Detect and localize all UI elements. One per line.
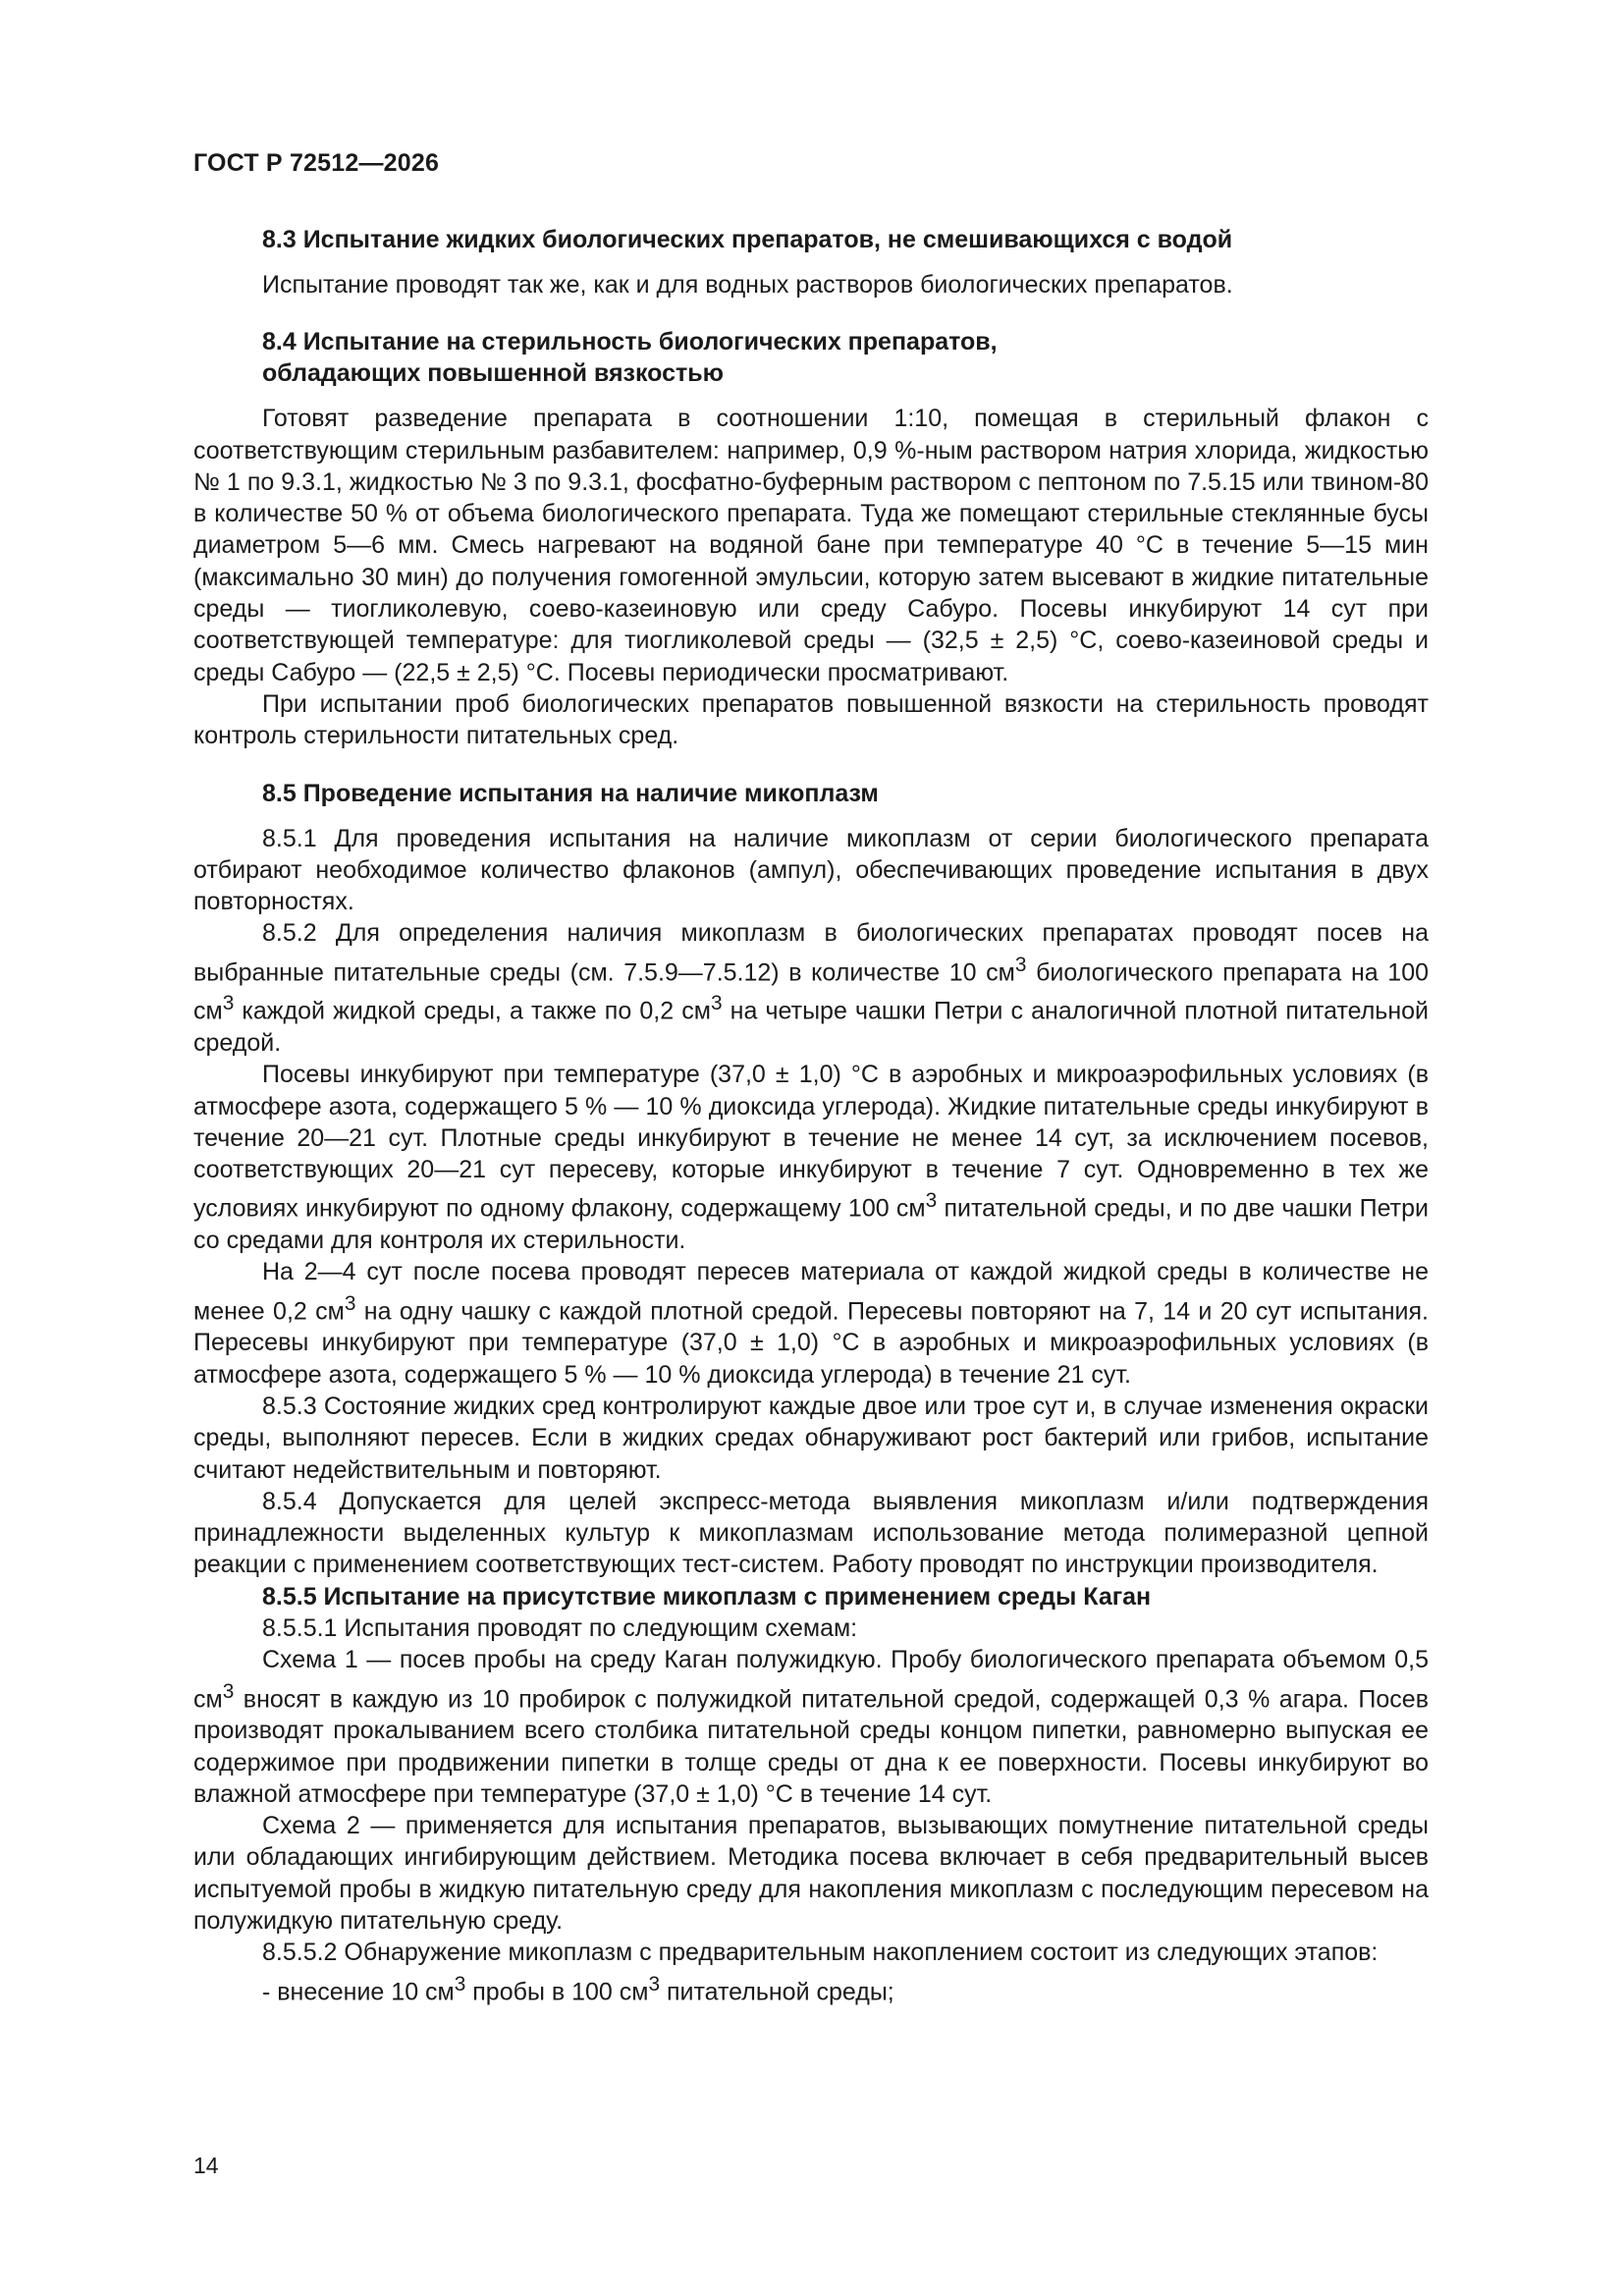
- scheme-1: [193, 1644, 1429, 1810]
- superscript: 3: [344, 1291, 356, 1315]
- scheme-1-text-a: Схема 1 — посев пробы на среду Каган полужидкую. Пробу биологического препарата объемом 0,5 см: [193, 1646, 1429, 1713]
- superscript: 3: [648, 1972, 661, 1995]
- clause-8-5-2-text-a: 8.5.2 Для определения наличия микоплазм в биологических препаратах проводят посев на выбранные питательные среды (см. 7.5.9—7.5.12) в количестве 10 см: [193, 919, 1429, 987]
- clause-8-5-5-2: 8.5.5.2 Обнаружение микоплазм с предварительным накоплением состоит из следующих этапов:: [262, 1939, 1379, 1967]
- clause-8-5-2-incubation: [193, 1059, 1429, 1256]
- bullet-1-text-a: - внесение 10 см: [262, 1977, 455, 2005]
- section-8-5-heading: 8.5 Проведение испытания на наличие микоплазм: [262, 779, 879, 807]
- document-header: ГОСТ Р 72512—2026: [193, 149, 440, 177]
- superscript: 3: [222, 1679, 235, 1703]
- clause-8-5-2-incubation-text-a: Посевы инкубируют при температуре (37,0 ± 1,0) °С в аэробных и микроаэрофильных условиях (в атмосфере азота, содержащего 5 % — 10 % диоксида углерода). Жидкие питательные среды инкубируют в течение 20—21 сут. Плотные среды инкубируют в течение не менее 14 сут, за исключением посевов, соответствующих 20—21 сут пересеву, которые инкубируют в течение 7 сут. Одновременно в тех же условиях инкубируют по одному флакону, содержащему 100 см: [193, 1061, 1429, 1223]
- bullet-1-text-c: питательной среды;: [660, 1977, 894, 2005]
- scheme-1-text-b: вносят в каждую из 10 пробирок с полужидкой питательной средой, содержащей 0,3 % агара. Посев производят прокалыванием всего столбика питательной среды концом пипетки, равномерно выпуская ее содержимое при продвижении пипетки в толще среды от дна к ее поверхности. Посевы инкубируют во влажной атмосфере при температуре (37,0 ± 1,0) °С в течение 14 сут.: [193, 1684, 1429, 1808]
- section-8-4-heading-line2: обладающих повышенной вязкостью: [262, 359, 724, 388]
- superscript: 3: [925, 1189, 938, 1213]
- section-8-4-heading: [193, 326, 1429, 389]
- clause-8-5-2-subculture: [193, 1256, 1429, 1391]
- clause-8-5-2-text-d: на четыре чашки Петри с аналогичной плотной питательной средой.: [193, 997, 1429, 1057]
- clause-8-5-2-subculture-text-b: на одну чашку с каждой плотной средой. Пересевы повторяют на 7, 14 и 20 сут испытания. Пересевы инкубируют при температуре (37,0 ± 1,0) °С в аэробных и микроаэрофильных условиях (в атмосфере азота, содержащего 5 % — 10 % диоксида углерода) в течение 21 сут.: [193, 1297, 1429, 1389]
- clause-8-5-1: 8.5.1 Для проведения испытания на наличие микоплазм от серии биологического препарата отбирают необходимое количество флаконов (ампул), обеспечивающих проведение испытания в двух повторностях.: [193, 824, 1429, 916]
- clause-8-5-4: 8.5.4 Допускается для целей экспресс-метода выявления микоплазм и/или подтверждения принадлежности выделенных культур к микоплазмам использование метода полимеразной цепной реакции с применением соответствующих тест-систем. Работу проводят по инструкции производителя.: [193, 1487, 1429, 1579]
- superscript: 3: [222, 992, 235, 1015]
- section-8-4-paragraph-1: Готовят разведение препарата в соотношении 1:10, помещая в стерильный флакон с соответствующим стерильным разбавителем: например, 0,9 %-ным раствором натрия хлорида, жидкостью № 1 по 9.3.1, жидкостью № 3 по 9.3.1, фосфатно-буферным раствором с пептоном по 7.5.15 или твином-80 в количестве 50 % от объема биологического препарата. Туда же помещают стерильные стеклянные бусы диаметром 5—6 мм. Смесь нагревают на водяной бане при температуре 40 °С в течение 5—15 мин (максимально 30 мин) до получения гомогенной эмульсии, которую затем высевают в жидкие питательные среды — тиогликолевую, соево-казеиновую или среду Сабуро. Посевы инкубируют 14 сут при соответствующей температуре: для тиогликолевой среды — (32,5 ± 2,5) °С, соево-казеиновой среды и среды Сабуро — (22,5 ± 2,5) °С. Посевы периодически просматривают.: [193, 405, 1429, 686]
- bullet-1-text-b: пробы в 100 см: [465, 1977, 649, 2005]
- superscript: 3: [710, 992, 723, 1015]
- superscript: 3: [1014, 953, 1027, 976]
- clause-8-5-5-1: 8.5.5.1 Испытания проводят по следующим схемам:: [262, 1614, 858, 1642]
- section-8-4-heading-line1: 8.4 Испытание на стерильность биологических препаратов,: [262, 328, 998, 356]
- section-8-3-paragraph: Испытание проводят так же, как и для водных растворов биологических препаратов.: [262, 271, 1233, 299]
- superscript: 3: [454, 1972, 466, 1995]
- clause-8-5-2-incubation-text-b: питательной среды, и по две чашки Петри со средами для контроля их стерильности.: [193, 1194, 1429, 1255]
- clause-8-5-2-subculture-text-a: На 2—4 сут после посева проводят пересев материала от каждой жидкой среды в количестве не менее 0,2 см: [193, 1258, 1429, 1326]
- section-8-3-heading: 8.3 Испытание жидких биологических препаратов, не смешивающихся с водой: [262, 226, 1233, 253]
- scheme-2: Схема 2 — применяется для испытания препаратов, вызывающих помутнение питательной среды или обладающих ингибирующим действием. Методика посева включает в себя предварительный высев испытуемой пробы в жидкую питательную среду для накопления микоплазм с последующим пересевом на полужидкую питательную среду.: [193, 1812, 1429, 1935]
- clause-8-5-2-text-c: каждой жидкой среды, а также по 0,2 см: [234, 997, 711, 1025]
- clause-8-5-5-heading: 8.5.5 Испытание на присутствие микоплазм с применением среды Каган: [262, 1582, 1152, 1611]
- clause-8-5-3: 8.5.3 Состояние жидких сред контролируют каждые двое или трое сут и, в случае изменения окраски среды, выполняют пересев. Если в жидких средах обнаруживают рост бактерий или грибов, испытание считают недействительным и повторяют.: [193, 1392, 1429, 1484]
- document-body: [193, 224, 1429, 2007]
- list-item: [193, 1969, 1429, 2008]
- clause-8-5-2-text-b: биологического препарата на 100 см: [193, 958, 1430, 1025]
- section-8-4-paragraph-2: При испытании проб биологических препаратов повышенной вязкости на стерильность проводят контроль стерильности питательных сред.: [193, 689, 1429, 750]
- page-number: 14: [193, 2153, 219, 2178]
- clause-8-5-2: [193, 917, 1429, 1059]
